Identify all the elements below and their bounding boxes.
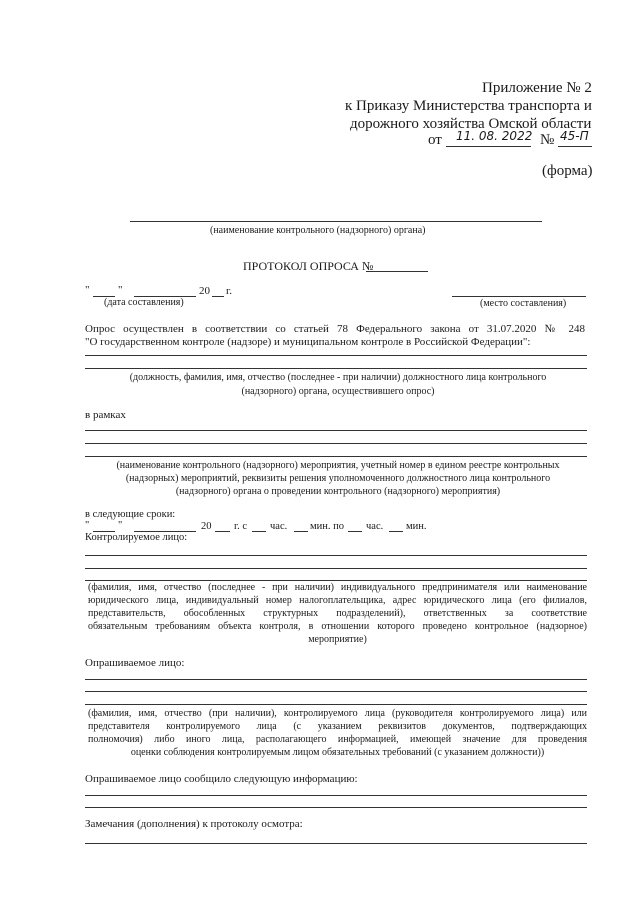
organ-caption: (наименование контрольного (надзорного) органа) — [210, 225, 426, 236]
protocol-title: ПРОТОКОЛ ОПРОСА № — [243, 259, 374, 273]
interviewed-line-1 — [85, 679, 587, 680]
reported-line-2 — [85, 807, 587, 808]
order-from-label: от — [428, 132, 442, 148]
order-line-1: к Приказу Министерства транспорта и — [345, 98, 592, 114]
event-line-2 — [85, 443, 587, 444]
date-caption: (дата составления) — [104, 297, 184, 308]
date-quote-close: " — [118, 284, 123, 296]
terms-hour2: час. — [366, 521, 384, 532]
order-number-line — [558, 146, 592, 147]
organ-name-line — [130, 221, 542, 222]
controlled-caption-3: представительств, обособленных структурных подразделений), ответственных за соответствие — [88, 608, 587, 619]
controlled-caption-2: юридического лица, индивидуальный номер налогоплательщика, адрес юридического лица (его филиалов, — [88, 595, 587, 606]
event-caption-2: (надзорных) мероприятий, реквизиты решения уполномоченного должностного лица контрольного — [125, 473, 551, 484]
terms-quote-open: " — [85, 520, 90, 531]
terms-g-s: г. с — [234, 521, 248, 532]
event-caption-3: (надзорного) органа о проведении контрольного (надзорного) мероприятия) — [175, 486, 501, 497]
date-year-suffix: г. — [226, 285, 233, 297]
interviewed-caption-2: представителя контролируемого лица (с указанием реквизитов документов, подтверждающих — [88, 721, 587, 732]
interviewed-caption-4: оценки соблюдения контролируемым лицом обязательных требований (с указанием должности)) — [130, 747, 545, 758]
reported-label: Опрашиваемое лицо сообщило следующую информацию: — [85, 773, 358, 785]
place-caption: (место составления) — [480, 298, 567, 309]
date-quote-open: " — [85, 284, 90, 296]
terms-label: в следующие сроки: — [85, 509, 176, 520]
controlled-caption-4: обязательным требованиям объекта контроля, в отношении которого проведено контрольное (надзорное) — [88, 621, 587, 632]
terms-hour1: час. — [270, 521, 288, 532]
controlled-line-2 — [85, 568, 587, 569]
terms-min: мин. — [406, 521, 427, 532]
terms-min1-line — [294, 531, 308, 532]
terms-quote-close: " — [118, 520, 123, 531]
intro-line-2: "О государственном контроле (надзоре) и муниципальном контроле в Российской Федерации": — [85, 336, 531, 348]
terms-min-po: мин. по — [310, 521, 345, 532]
appendix-title: Приложение № 2 — [482, 80, 592, 96]
event-line-1 — [85, 430, 587, 431]
date-year-line — [212, 296, 224, 297]
terms-min2-line — [389, 531, 403, 532]
interviewed-line-2 — [85, 691, 587, 692]
order-number-label: № — [540, 132, 555, 148]
official-caption-2: (надзорного) органа, осуществившего опрос) — [241, 386, 435, 397]
terms-year-line — [215, 531, 230, 532]
remarks-label: Замечания (дополнения) к протоколу осмотра: — [85, 818, 303, 830]
order-line-2: дорожного хозяйства Омской области — [350, 116, 592, 132]
order-date-handwritten: 11. 08. 2022 — [456, 129, 533, 143]
form-label: (форма) — [542, 163, 593, 179]
interviewed-caption-1: (фамилия, имя, отчество (при наличии), контролируемого лица (руководителя контролируемого лица) или — [88, 708, 587, 719]
reported-line-1 — [85, 795, 587, 796]
controlled-line-1 — [85, 555, 587, 556]
order-number-handwritten: 45-П — [560, 129, 589, 143]
controlled-label: Контролируемое лицо: — [85, 532, 188, 543]
interviewed-label: Опрашиваемое лицо: — [85, 657, 185, 669]
interviewed-caption-3: полномочия) либо иного лица, располагающего информацией, имеющей значение для проведения — [88, 734, 587, 745]
terms-hour1-line — [252, 531, 266, 532]
order-date-line — [446, 146, 531, 147]
event-line-3 — [85, 456, 587, 457]
terms-year-prefix: 20 — [201, 521, 212, 532]
terms-hour2-line — [348, 531, 362, 532]
official-line-2 — [85, 368, 587, 369]
protocol-number-line — [366, 271, 428, 272]
date-year-prefix: 20 — [199, 285, 210, 297]
controlled-caption-5: мероприятие) — [308, 634, 367, 645]
controlled-caption-1: (фамилия, имя, отчество (последнее - при наличии) индивидуального предпринимателя или наименование — [88, 582, 587, 593]
official-line-1 — [85, 355, 587, 356]
official-caption-1: (должность, фамилия, имя, отчество (последнее - при наличии) должностного лица контрольного — [129, 372, 547, 383]
remarks-line-1 — [85, 843, 587, 844]
intro-line-1: Опрос осуществлен в соответствии со статьей 78 Федерального закона от 31.07.2020 № 248 — [85, 323, 585, 335]
event-caption-1: (наименование контрольного (надзорного) мероприятия, учетный номер в едином реестре контрольных — [116, 460, 560, 471]
interviewed-line-3 — [85, 704, 587, 705]
within-label: в рамках — [85, 409, 126, 421]
